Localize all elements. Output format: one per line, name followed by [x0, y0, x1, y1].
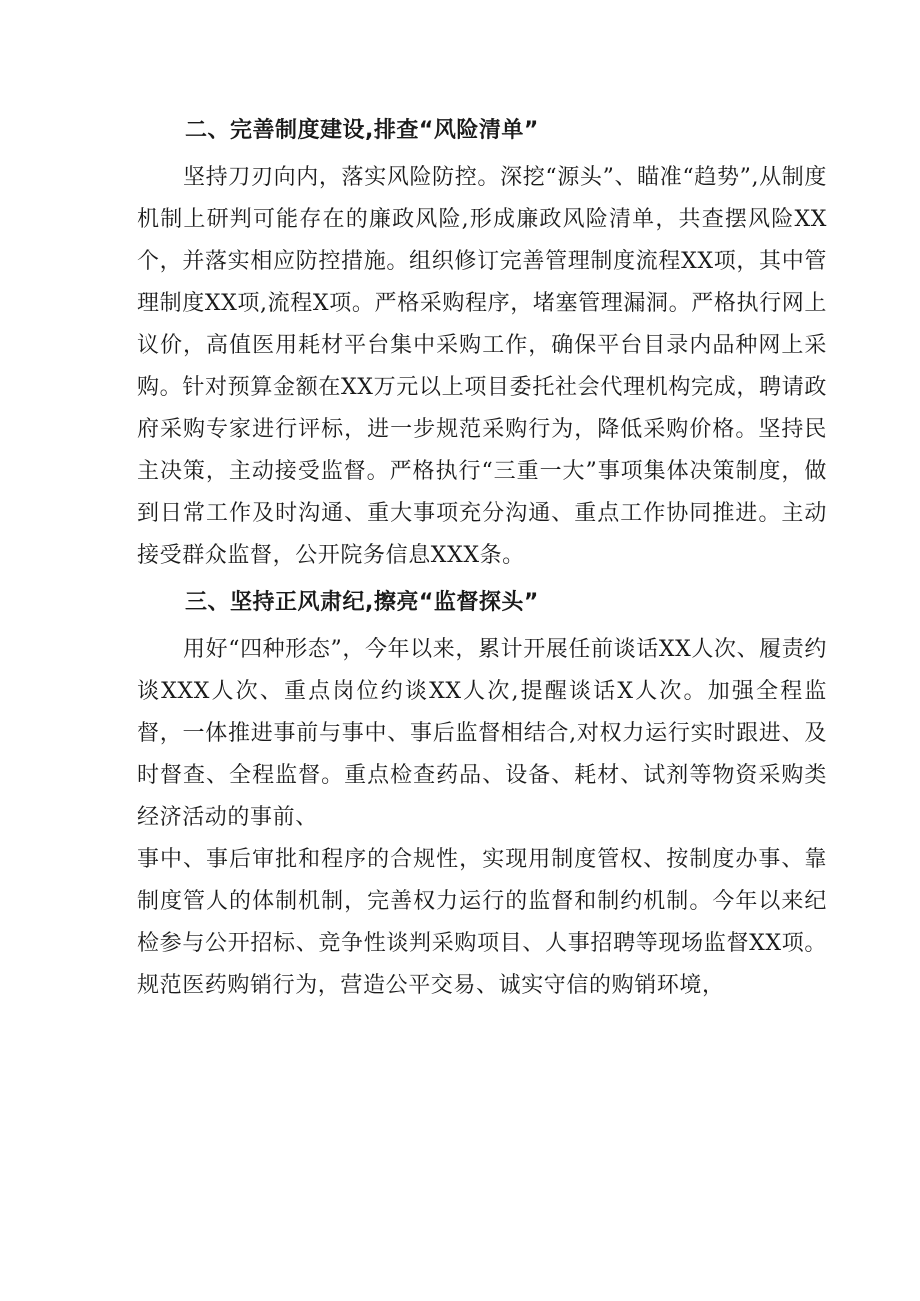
section-2-paragraph: 坚持刀刃向内，落实风险防控。深挖“源头”、瞄准“趋势”,从制度机制上研判可能存在的廉政风险,形成廉政风险清单，共查摆风险XX个，并落实相应防控措施。组织修订完善管理制度流程XX项，其中管理制度XX项,流程X项。严格采购程序，堵塞管理漏洞。严格执行网上议价，高值医用耗材平台集中采购工作，确保平台目录内品种网上采购。针对预算金额在XX万元以上项目委托社会代理机构完成，聘请政府采购专家进行评标，进一步规范采购行为，降低采购价格。坚持民主决策，主动接受监督。严格执行“三重一大”事项集体决策制度，做到日常工作及时沟通、重大事项充分沟通、重点工作协同推进。主动接受群众监督，公开院务信息XXX条。	[137, 165, 827, 568]
section-heading-2: 二、完善制度建设,排查“风险清单”	[185, 118, 539, 143]
section-3-paragraph-2: 事中、事后审批和程序的合规性，实现用制度管权、按制度办事、靠制度管人的体制机制，完善权力运行的监督和制约机制。今年以来纪检参与公开招标、竞争性谈判采购项目、人事招聘等现场监督XX项。规范医药购销行为，营造公平交易、诚实守信的购销环境，	[137, 847, 827, 998]
section-3-paragraph-1: 用好“四种形态”，今年以来，累计开展任前谈话XX人次、履责约谈XXX人次、重点岗位约谈XX人次,提醒谈话X人次。加强全程监督，一体推进事前与事中、事后监督相结合,对权力运行实时跟进、及时督查、全程监督。重点检查药品、设备、耗材、试剂等物资采购类经济活动的事前、	[137, 637, 827, 830]
section-heading-3: 三、坚持正风肃纪,擦亮“监督探头”	[185, 590, 539, 615]
document-body	[137, 109, 827, 1007]
